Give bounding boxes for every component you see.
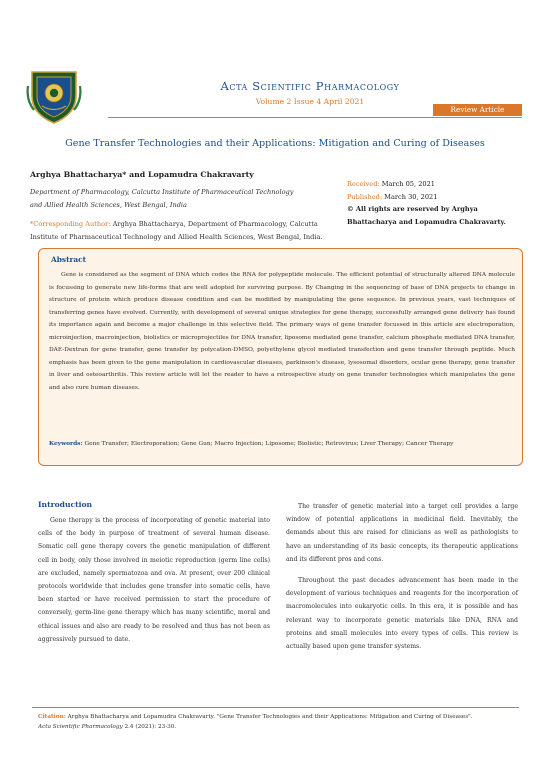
corresponding-label: *Corresponding Author: — [30, 220, 111, 228]
citation-volume: 2.4 (2021): 23-30. — [122, 723, 177, 730]
right-paragraph-2: Throughout the past decades advancement has been made in the development of various techniques and reagents for the incorporation of macromolecules into eukaryotic cells. In this era, it is possible and has relevant way to incorporate genetic materials like DNA, RNA and proteins and small molecules into every types of cells. This review is actually based upon gene transfer systems. — [286, 577, 518, 651]
right-paragraph-1: The transfer of genetic material into a target cell provides a large window of potential applications in medicinal field. Inevitably, the demands about this are raised for clinicians as well as pathologists to have an understanding of its basic concepts, its therapeutic applications and its different pros and cons. — [286, 503, 518, 563]
issue-line: Volume 2 Issue 4 April 2021 — [255, 97, 365, 106]
keywords-text: Gene Transfer; Electroporation; Gene Gun; Macro Injection; Liposome; Biolistic; Retrovirus; Liver Therapy; Cancer Therapy — [82, 441, 454, 447]
received-label: Received: — [347, 180, 380, 188]
citation-line-2 — [38, 723, 518, 733]
abstract-box — [38, 248, 523, 466]
journal-crest-logo — [26, 66, 82, 126]
article-dates — [347, 178, 527, 228]
footer-divider — [32, 707, 519, 708]
keywords — [49, 438, 515, 451]
abstract-text: Gene is considered as the segment of DNA which codes the RNA for polypeptide molecule. The efficient potential of structurally altered DNA molecule is focussing to generate new life-forms that are well adopted for surviving purpose. By Changing in the sequencing of base of DNA projects to change in structure of protein which produce disease condition and can be modified by manipulating the gene sequence. In previous years, vast techniques of transferring genes have evolved. Currently, with development of several unique strategies for gene therapy, successfully arranged gene delivery has found its importance again and become a major challenge in this selective field. The primary ways of gene transfer focussed in this article are electroporation, microinjection, macroinjection, biolistics or microprojectiles for DNA transfer, liposome mediated gene transfer, calcium phosphate mediated DNA transfer, DAE-Dextran for gene transfer, gene transfer by polycation-DMSO, polyethylene glycol mediated transfection and gene transfer through peptide. Much emphasis has been given to the gene manipulation in cardiovascular diseases, parkinson's disease, lysosomal disorders, ocular gene therapy, gene transfer in liver and osteoarthritis. This review article will let the reader to have a retrospective study on gene transfer technologies which manipulates the gene and also cure human diseases. — [49, 272, 515, 391]
right-column — [286, 500, 518, 653]
authors: Arghya Bhattacharya* and Lopamudra Chakravarty — [30, 170, 254, 179]
section-heading-introduction: Introduction — [38, 500, 93, 509]
header-divider — [108, 117, 522, 118]
abstract-heading: Abstract — [51, 255, 87, 264]
copyright-notice: © All rights are reserved by Arghya Bhattacharya and Lopamudra Chakravarty. — [347, 205, 506, 226]
affiliation — [30, 186, 320, 212]
citation-label: Citation: — [38, 714, 66, 720]
article-type-badge: Review Article — [433, 104, 522, 116]
citation-text: Arghya Bhattacharya and Lopamudra Chakravarty. "Gene Transfer Technologies and their Applications: Mitigation and Curing of Diseases". — [65, 714, 473, 720]
citation — [38, 713, 518, 732]
published-date — [347, 191, 527, 204]
affiliation-line-1: Department of Pharmacology, Calcutta Institute of Pharmaceutical Technology — [30, 188, 294, 196]
article-title: Gene Transfer Technologies and their Applications: Mitigation and Curing of Diseases — [65, 138, 485, 149]
intro-paragraph: Gene therapy is the process of incorporating of genetic material into cells of the body in purpose of treatment of several human disease. Somatic cell gene therapy covers the genetic manipulation of different cell in body, only those involved in meiotic reproduction (germ line cells) are excluded, namely spermatozoa and ova. At present, over 200 clinical protocols worldwide that includes gene transfer into somatic cells, have been started or have received permission to start the procedure of conversely, germ-line gene therapy which has many scientific, moral and ethical issues and also are ready to be resolved and thus has not been as aggressively pursued to date. — [38, 517, 270, 643]
received-date — [347, 178, 527, 191]
journal-title: Acta Scientific Pharmacology — [220, 79, 400, 93]
published-value: March 30, 2021 — [382, 192, 438, 201]
citation-line-1 — [38, 713, 518, 723]
affiliation-line-2: and Allied Health Sciences, West Bengal, India — [30, 201, 187, 209]
published-label: Published: — [347, 192, 383, 201]
corresponding-text: Arghya Bhattacharya, Department of Pharmacology, Calcutta Institute of Pharmaceutical Technology and Allied Health Sciences, West Bengal, India. — [30, 220, 323, 241]
keywords-label: Keywords: — [49, 441, 83, 447]
corresponding-author — [30, 218, 330, 244]
citation-journal: Acta Scientific Pharmacology — [38, 723, 123, 730]
received-value: March 05, 2021 — [379, 180, 435, 188]
